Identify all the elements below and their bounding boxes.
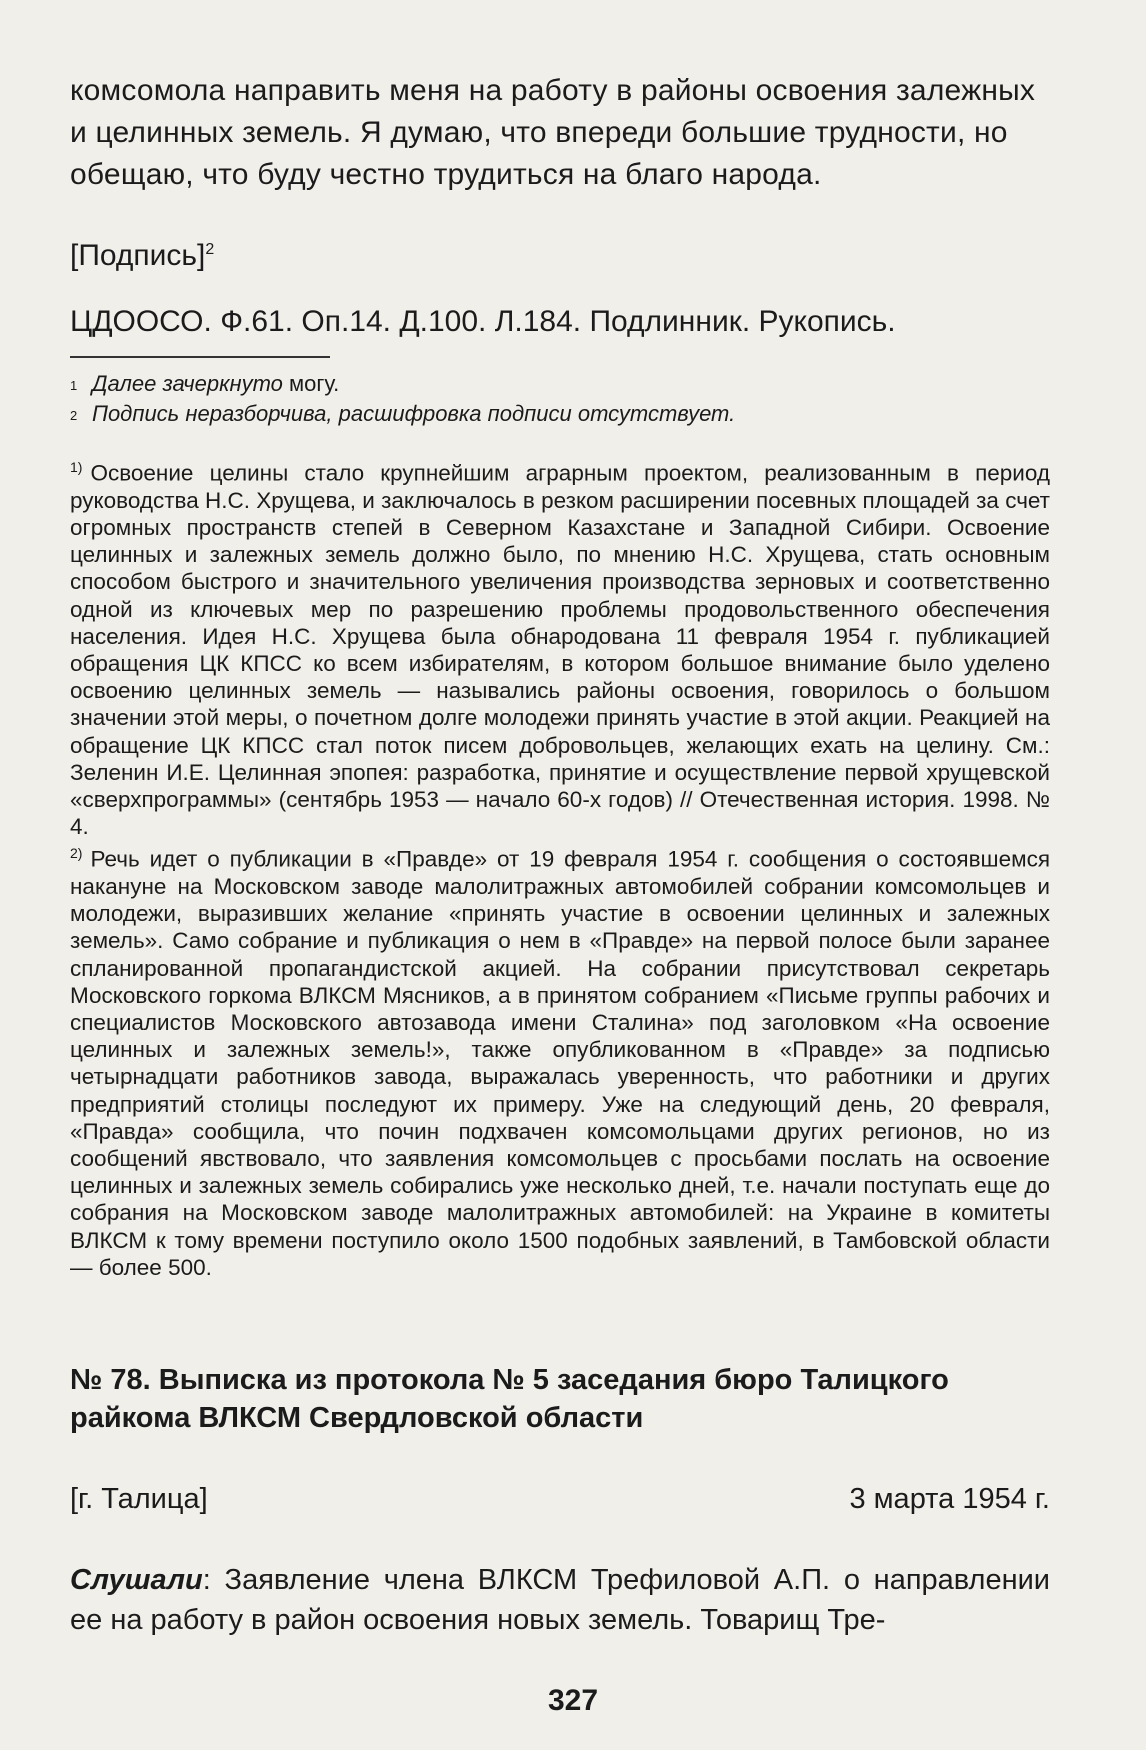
document-title: № 78. Выписка из протокола № 5 заседания бюро Талицкого райкома ВЛКСМ Свердловской области: [70, 1364, 949, 1435]
endnote-text: Речь идет о публикации в «Правде» от 19 февраля 1954 г. сообщения о состоявшемся накануне на Московском заводе малолитражных автомобилей собрании комсомольцев и молодежи, выразивших желание «принять участие в освоении целинных и залежных земель». Само собрание и публикация о нем в «Правде» на первой полосе были заранее спланированной пропагандистской акцией. На собрании присутствовал секретарь Московского горкома ВЛКСМ Мясников, а в принятом собранием «Письме группы рабочих и специалистов Московского автозавода имени Сталина» под заголовком «На освоение целинных и залежных земель!», также опубликованном в «Правде» за подписью четырнадцати работников завода, выражалась уверенность, что работники и других предприятий столицы последуют их примеру. Уже на следующий день, 20 февраля, «Правда» сообщила, что почин подхвачен комсомольцами других регионов, но из сообщений явствовало, что заявления комсомольцев с просьбами послать на освоение целинных и залежных земель собирались уже несколько дней, т.е. начали поступать еще до собрания на Московском заводе малолитражных автомобилей: на Украине в комитеты ВЛКСМ к тому времени поступило около 1500 подобных заявлений, в Тамбовской области — более 500.: [70, 846, 1050, 1280]
intro-text: комсомола направить меня на работу в районы освоения залежных и целинных земель. Я думаю, что впереди большие трудности, но обещаю, что буду честно трудиться на благо народа.: [70, 74, 1036, 191]
footnote-2: [70, 400, 1050, 430]
archive-reference: ЦДООСО. Ф.61. Оп.14. Д.100. Л.184. Подлинник. Рукопись.: [70, 305, 896, 338]
endnote-2: [70, 840, 1050, 1281]
footnotes: [70, 370, 1050, 430]
footnote-number: 1: [70, 378, 78, 393]
footnote-1: [70, 370, 1050, 400]
endnote-marker: 1): [70, 459, 83, 475]
signature-text: [Подпись]: [70, 239, 206, 272]
footnote-divider: [70, 356, 330, 358]
place: [г. Талица]: [70, 1483, 208, 1516]
protocol-text: [70, 1560, 1050, 1640]
footnote-text: могу.: [282, 371, 340, 396]
signature-footnote-mark: 2: [205, 241, 215, 258]
endnote-1: [70, 454, 1050, 840]
heard-text: : Заявление члена ВЛКСМ Трефиловой А.П. о направлении ее на работу в район освоения новых земель. Товарищ Тре-: [70, 1564, 1050, 1637]
footnote-number: 2: [70, 408, 78, 423]
footnote-italic: Далее зачеркнуто: [92, 371, 283, 396]
signature-line: [70, 230, 1050, 276]
page-number: 327: [547, 1684, 599, 1717]
book-page: [70, 70, 1050, 1710]
endnote-marker: 2): [70, 845, 83, 862]
footnote-italic: Подпись неразборчива, расшифровка подписи отсутствует.: [92, 401, 736, 426]
date: 3 марта 1954 г.: [849, 1483, 1050, 1516]
endnotes: [70, 454, 1050, 1281]
endnote-text: Освоение целины стало крупнейшим аграрным проектом, реализованным в период руководства Н.С. Хрущева, и заключалось в резком расширении посевных площадей за счет огромных пространств степей в Северном Казахстане и Западной Сибири. Освоение целинных и залежных земель должно было, по мнению Н.С. Хрущева, стать основным способом быстрого и значительного увеличения производства зерновых и соответственно одной из ключевых мер по разрешению проблемы продовольственного обеспечения населения. Идея Н.С. Хрущева была обнародована 11 февраля 1954 г. публикацией обращения ЦК КПСС ко всем избирателям, в котором большое внимание было уделено освоению целинных земель — назывались районы освоения, говорилось о большом значении этой меры, о почетном долге молодежи принять участие в этой акции. Реакцией на обращение ЦК КПСС стал поток писем добровольцев, желающих ехать на целину. См.: Зеленин И.Е. Целинная эпопея: разработка, принятие и осуществление первой хрущевской «сверхпрограммы» (сентябрь 1953 — начало 60-х годов) // Отечественная история. 1998. № 4.: [70, 460, 1050, 840]
place-date-line: [70, 1483, 1050, 1516]
heard-label: Слушали: [70, 1564, 203, 1597]
